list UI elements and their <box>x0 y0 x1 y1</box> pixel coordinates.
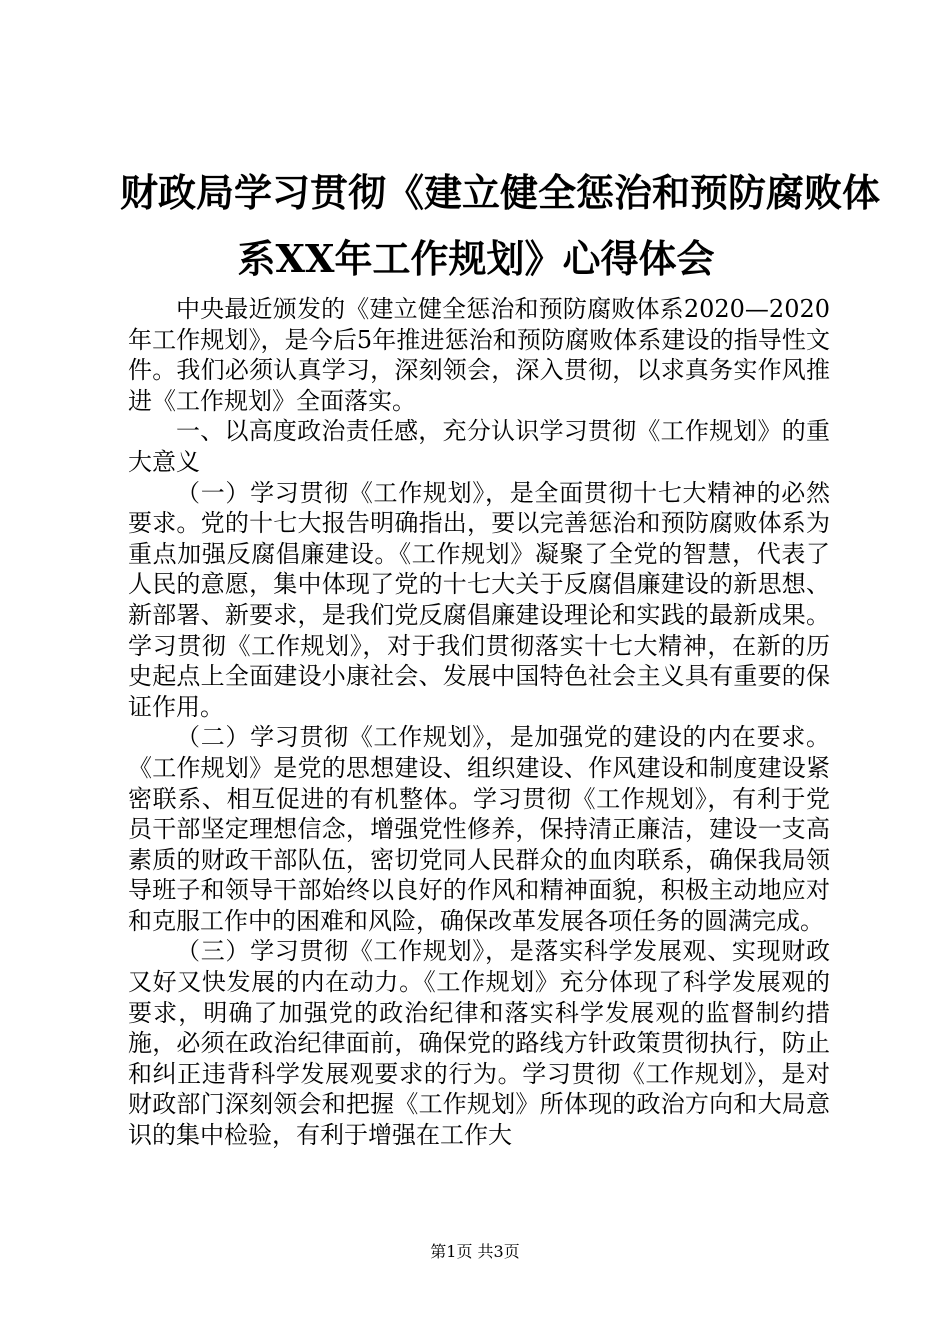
document-title <box>120 160 881 292</box>
page-footer <box>0 1242 950 1262</box>
paragraph-point-3: （三）学习贯彻《工作规划》，是落实科学发展观、实现财政又好又快发展的内在动力。《工作规划》充分体现了科学发展观的要求，明确了加强党的政治纪律和落实科学发展观的监督制约措施，必须在政治纪律面前，确保党的路线方针政策贯彻执行，防止和纠正违背科学发展观要求的行为。学习贯彻《工作规划》，是对财政部门深刻领会和把握《工作规划》所体现的政治方向和大局意识的集中检验，有利于增强在工作大 <box>128 937 830 1150</box>
paragraph-point-2: （二）学习贯彻《工作规划》，是加强党的建设的内在要求。《工作规划》是党的思想建设、组织建设、作风建设和制度建设紧密联系、相互促进的有机整体。学习贯彻《工作规划》，有利于党员干部坚定理想信念，增强党性修养，保持清正廉洁，建设一支高素质的财政干部队伍，密切党同人民群众的血肉联系，确保我局领导班子和领导干部始终以良好的作风和精神面貌，积极主动地应对和克服工作中的困难和风险，确保改革发展各项任务的圆满完成。 <box>128 723 830 935</box>
paragraph-intro: 中央最近颁发的《建立健全惩治和预防腐败体系2020—2020年工作规划》，是今后5年推进惩治和预防腐败体系建设的指导性文件。我们必须认真学习，深刻领会，深入贯彻，以求真务实作风推进《工作规划》全面落实。 <box>128 295 830 415</box>
paragraph-point-1: （一）学习贯彻《工作规划》，是全面贯彻十七大精神的必然要求。党的十七大报告明确指出，要以完善惩治和预防腐败体系为重点加强反腐倡廉建设。《工作规划》凝聚了全党的智慧，代表了人民的意愿，集中体现了党的十七大关于反腐倡廉建设的新思想、新部署、新要求，是我们党反腐倡廉建设理论和实践的最新成果。学习贯彻《工作规划》，对于我们贯彻落实十七大精神，在新的历史起点上全面建设小康社会、发展中国特色社会主义具有重要的保证作用。 <box>128 478 830 721</box>
page-number-label: 第1页 共3页 <box>430 1242 520 1261</box>
title-line-1: 财政局学习贯彻《建立健全惩治和预防腐败体 <box>120 170 881 215</box>
title-line-2: 系XX年工作规划》心得体会 <box>237 236 715 281</box>
document-body <box>128 294 830 1151</box>
section-heading-1: 一、以高度政治责任感，充分认识学习贯彻《工作规划》的重大意义 <box>128 417 830 476</box>
